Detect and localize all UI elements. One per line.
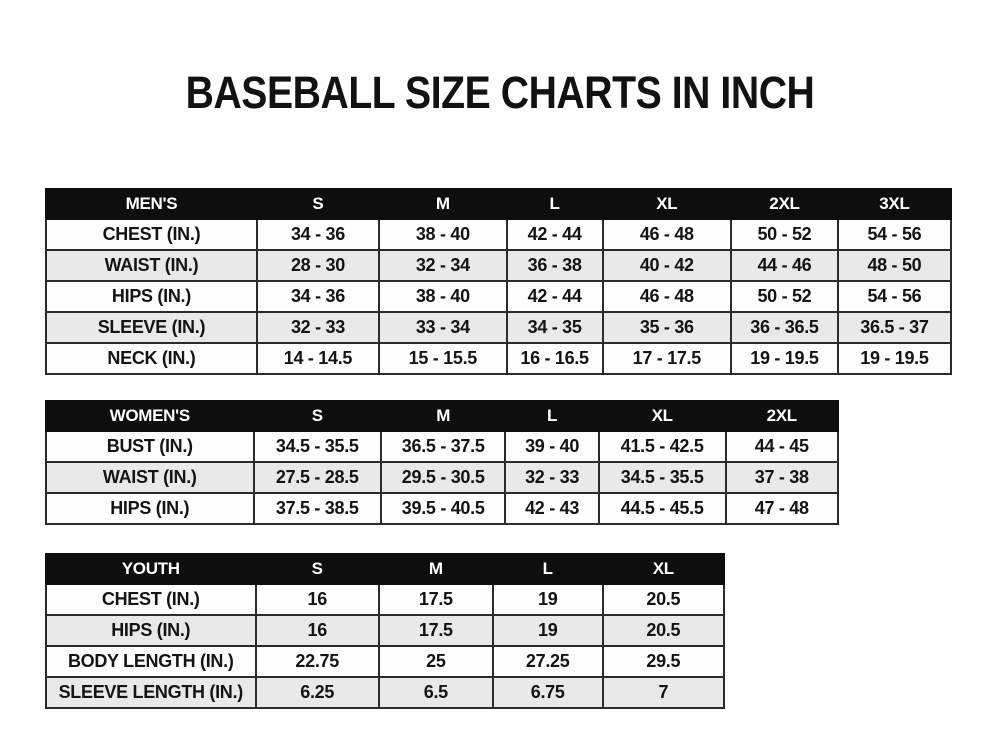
size-cell: 19 [493, 615, 603, 646]
size-cell: 16 - 16.5 [507, 343, 603, 374]
column-header-s: S [254, 401, 382, 431]
row-label: HIPS (IN.) [46, 615, 256, 646]
size-cell: 41.5 - 42.5 [599, 431, 726, 462]
size-cell: 20.5 [603, 584, 724, 615]
size-cell: 19 - 19.5 [731, 343, 838, 374]
row-label: CHEST (IN.) [46, 219, 257, 250]
size-cell: 36 - 36.5 [731, 312, 838, 343]
row-label: CHEST (IN.) [46, 584, 256, 615]
mens-size-table [45, 188, 952, 375]
column-header-s: S [257, 189, 379, 219]
size-cell: 6.25 [256, 677, 379, 708]
size-cell: 34.5 - 35.5 [599, 462, 726, 493]
table-row-chest [46, 219, 951, 250]
size-cell: 50 - 52 [731, 281, 838, 312]
size-cell: 36 - 38 [507, 250, 603, 281]
row-label: BODY LENGTH (IN.) [46, 646, 256, 677]
size-cell: 38 - 40 [379, 281, 507, 312]
size-cell: 42 - 43 [505, 493, 598, 524]
table-row-hips [46, 493, 838, 524]
size-cell: 46 - 48 [603, 219, 732, 250]
size-cell: 27.5 - 28.5 [254, 462, 382, 493]
size-cell: 38 - 40 [379, 219, 507, 250]
size-cell: 17 - 17.5 [603, 343, 732, 374]
size-cell: 39.5 - 40.5 [381, 493, 505, 524]
size-cell: 19 - 19.5 [838, 343, 951, 374]
table-row-sleeve [46, 312, 951, 343]
size-cell: 44.5 - 45.5 [599, 493, 726, 524]
size-cell: 34 - 36 [257, 219, 379, 250]
table-row-chest [46, 584, 724, 615]
youth-size-table [45, 553, 725, 709]
womens-header-row [46, 401, 838, 431]
youth-header-row [46, 554, 724, 584]
table-row-waist [46, 250, 951, 281]
size-cell: 50 - 52 [731, 219, 838, 250]
column-header-3xl: 3XL [838, 189, 951, 219]
column-header-youth: YOUTH [46, 554, 256, 584]
size-cell: 54 - 56 [838, 281, 951, 312]
size-cell: 17.5 [379, 584, 493, 615]
table-row-waist [46, 462, 838, 493]
size-cell: 42 - 44 [507, 219, 603, 250]
size-cell: 36.5 - 37.5 [381, 431, 505, 462]
column-header-xl: XL [603, 554, 724, 584]
womens-size-table [45, 400, 839, 525]
column-header-xl: XL [603, 189, 732, 219]
page-title: BASEBALL SIZE CHARTS IN INCH [185, 67, 815, 118]
row-label: SLEEVE (IN.) [46, 312, 257, 343]
row-label: WAIST (IN.) [46, 250, 257, 281]
table-row-sleeve-length [46, 677, 724, 708]
size-cell: 37 - 38 [726, 462, 838, 493]
row-label: NECK (IN.) [46, 343, 257, 374]
table-row-bust [46, 431, 838, 462]
column-header-l: L [493, 554, 603, 584]
row-label: HIPS (IN.) [46, 493, 254, 524]
size-cell: 22.75 [256, 646, 379, 677]
size-cell: 48 - 50 [838, 250, 951, 281]
column-header-xl: XL [599, 401, 726, 431]
column-header-s: S [256, 554, 379, 584]
table-row-neck [46, 343, 951, 374]
size-cell: 17.5 [379, 615, 493, 646]
column-header-l: L [507, 189, 603, 219]
row-label: BUST (IN.) [46, 431, 254, 462]
size-cell: 29.5 - 30.5 [381, 462, 505, 493]
size-cell: 39 - 40 [505, 431, 598, 462]
size-cell: 33 - 34 [379, 312, 507, 343]
table-row-hips [46, 281, 951, 312]
size-cell: 40 - 42 [603, 250, 732, 281]
size-cell: 32 - 34 [379, 250, 507, 281]
size-cell: 28 - 30 [257, 250, 379, 281]
size-cell: 37.5 - 38.5 [254, 493, 382, 524]
table-row-hips [46, 615, 724, 646]
size-cell: 47 - 48 [726, 493, 838, 524]
column-header-womens: WOMEN'S [46, 401, 254, 431]
column-header-m: M [381, 401, 505, 431]
size-cell: 44 - 46 [731, 250, 838, 281]
size-cell: 42 - 44 [507, 281, 603, 312]
size-cell: 6.5 [379, 677, 493, 708]
size-cell: 46 - 48 [603, 281, 732, 312]
size-cell: 16 [256, 584, 379, 615]
size-cell: 34 - 36 [257, 281, 379, 312]
size-cell: 32 - 33 [505, 462, 598, 493]
size-cell: 34.5 - 35.5 [254, 431, 382, 462]
size-cell: 25 [379, 646, 493, 677]
size-cell: 20.5 [603, 615, 724, 646]
size-cell: 7 [603, 677, 724, 708]
size-cell: 32 - 33 [257, 312, 379, 343]
mens-header-row [46, 189, 951, 219]
column-header-m: M [379, 554, 493, 584]
size-cell: 6.75 [493, 677, 603, 708]
row-label: WAIST (IN.) [46, 462, 254, 493]
size-cell: 27.25 [493, 646, 603, 677]
size-cell: 29.5 [603, 646, 724, 677]
size-cell: 44 - 45 [726, 431, 838, 462]
size-cell: 19 [493, 584, 603, 615]
size-cell: 15 - 15.5 [379, 343, 507, 374]
size-cell: 16 [256, 615, 379, 646]
row-label: HIPS (IN.) [46, 281, 257, 312]
size-cell: 34 - 35 [507, 312, 603, 343]
row-label: SLEEVE LENGTH (IN.) [46, 677, 256, 708]
column-header-l: L [505, 401, 598, 431]
size-cell: 54 - 56 [838, 219, 951, 250]
size-cell: 14 - 14.5 [257, 343, 379, 374]
column-header-2xl: 2XL [726, 401, 838, 431]
column-header-mens: MEN'S [46, 189, 257, 219]
size-cell: 35 - 36 [603, 312, 732, 343]
table-row-body-length [46, 646, 724, 677]
column-header-2xl: 2XL [731, 189, 838, 219]
column-header-m: M [379, 189, 507, 219]
size-cell: 36.5 - 37 [838, 312, 951, 343]
